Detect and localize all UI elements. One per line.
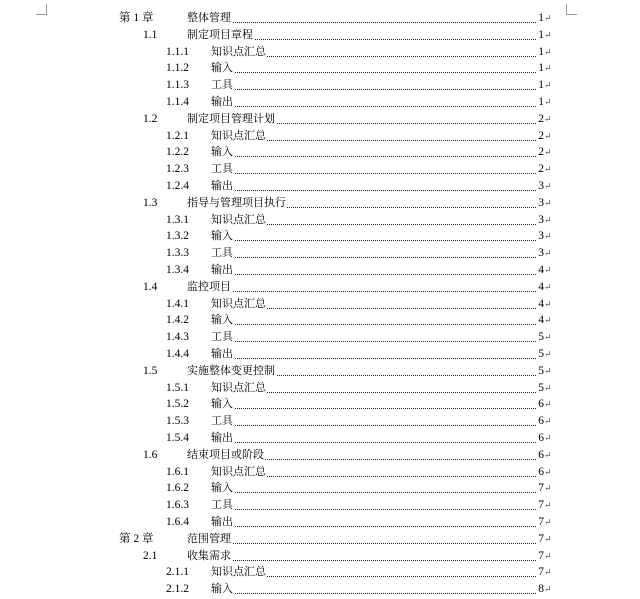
toc-entry-number: 2.1: [143, 549, 158, 562]
toc-page-number: 7: [538, 515, 544, 528]
toc-entry[interactable]: [0, 212, 640, 229]
paragraph-mark-icon: ↵: [544, 248, 552, 259]
paragraph-mark-icon: ↵: [544, 500, 552, 511]
toc-page-number: 6: [538, 448, 544, 461]
toc-dot-leader: [211, 480, 536, 493]
toc-entry[interactable]: [0, 548, 640, 565]
toc-dot-leader: [187, 10, 536, 23]
paragraph-mark-icon: ↵: [544, 46, 552, 57]
toc-page-number: 1: [538, 28, 544, 41]
toc-dot-leader: [211, 430, 536, 443]
paragraph-mark-icon: ↵: [544, 416, 552, 427]
toc-page-number: 8: [538, 583, 544, 596]
toc-entry[interactable]: [0, 464, 640, 481]
toc-entry[interactable]: [0, 27, 640, 44]
toc-entry-title: 输入: [211, 480, 234, 497]
toc-entry-number: 1.6.4: [166, 515, 189, 528]
toc-entry-title: 知识点汇总: [211, 380, 267, 397]
toc-entry-title: 知识点汇总: [211, 44, 267, 61]
toc-page-number: 1: [538, 95, 544, 108]
toc-page-number: 4: [538, 314, 544, 327]
toc-entry-title: 工具: [211, 161, 234, 178]
toc-entry[interactable]: [0, 128, 640, 145]
paragraph-mark-icon: ↵: [544, 432, 552, 443]
toc-entry[interactable]: [0, 44, 640, 61]
paragraph-mark-icon: ↵: [544, 113, 552, 124]
toc-entry-title: 输入: [211, 396, 234, 413]
toc-page-number: 6: [538, 415, 544, 428]
toc-entry-number: 1.4.4: [166, 347, 189, 360]
paragraph-mark-icon: ↵: [544, 483, 552, 494]
toc-dot-leader: [211, 60, 536, 73]
paragraph-mark-icon: ↵: [544, 584, 552, 595]
toc-entry-title: 范围管理: [187, 531, 232, 548]
toc-page-number: 1: [538, 79, 544, 92]
paragraph-mark-icon: ↵: [544, 550, 552, 561]
paragraph-mark-icon: ↵: [544, 13, 552, 23]
toc-entry-number: 1.6.1: [166, 465, 189, 478]
toc-entry-title: 整体管理: [187, 10, 232, 27]
toc-page-number: 7: [538, 532, 544, 545]
paragraph-mark-icon: ↵: [544, 231, 552, 242]
toc-entry-title: 输出: [211, 94, 234, 111]
toc-page-number: 6: [538, 431, 544, 444]
toc-entry-title: 输出: [211, 430, 234, 447]
toc-entry-title: 收集需求: [187, 548, 232, 565]
paragraph-mark-icon: ↵: [544, 466, 552, 477]
paragraph-mark-icon: ↵: [544, 298, 552, 309]
toc-entry-title: 知识点汇总: [211, 564, 267, 581]
paragraph-mark-icon: ↵: [544, 399, 552, 410]
toc-entry-title: 知识点汇总: [211, 464, 267, 481]
toc-entry[interactable]: [0, 245, 640, 262]
toc-page-number: 5: [538, 381, 544, 394]
toc-entry-number: 1.6: [143, 448, 158, 461]
toc-entry-number: 1.3.3: [166, 247, 189, 260]
toc-entry[interactable]: [0, 514, 640, 531]
toc-entry-number: 1.5.4: [166, 431, 189, 444]
toc-dot-leader: [211, 312, 536, 325]
toc-entry-title: 输出: [211, 514, 234, 531]
paragraph-mark-icon: ↵: [544, 348, 552, 359]
toc-entry-number: 1.2: [143, 112, 158, 125]
toc-entry-number: 1.1.3: [166, 79, 189, 92]
toc-entry[interactable]: [0, 312, 640, 329]
toc-page-number: 1: [538, 45, 544, 58]
toc-entry[interactable]: [0, 228, 640, 245]
toc-entry-number: 1.4.3: [166, 331, 189, 344]
toc-entry-number: 2.1.2: [166, 583, 189, 596]
toc-entry-number: 1.5.3: [166, 415, 189, 428]
toc-entry-number: 1.5: [143, 364, 158, 377]
toc-dot-leader: [211, 514, 536, 527]
toc-entry[interactable]: [0, 279, 640, 296]
toc-entry[interactable]: [0, 564, 640, 581]
toc-dot-leader: [211, 329, 536, 342]
toc-entry-number: 1.3: [143, 196, 158, 209]
toc-entry-number: 1.4: [143, 280, 158, 293]
toc-page-number: 7: [538, 499, 544, 512]
toc-entry-title: 输入: [211, 144, 234, 161]
toc-page-number: 7: [538, 566, 544, 579]
toc-entry[interactable]: [0, 531, 640, 548]
toc-entry-title: 制定项目章程: [187, 27, 254, 44]
paragraph-mark-icon: ↵: [544, 164, 552, 175]
paragraph-mark-icon: ↵: [544, 147, 552, 158]
toc-page-number: 2: [538, 146, 544, 159]
toc-page-number: 3: [538, 247, 544, 260]
toc-page-number: 5: [538, 364, 544, 377]
paragraph-mark-icon: ↵: [544, 180, 552, 191]
toc-entry-number: 1.4.1: [166, 297, 189, 310]
toc-entry-title: 输入: [211, 581, 234, 598]
toc-page-number: 4: [538, 263, 544, 276]
toc-entry-title: 知识点汇总: [211, 296, 267, 313]
toc-page-number: 2: [538, 112, 544, 125]
toc-entry-title: 工具: [211, 245, 234, 262]
toc-entry-title: 工具: [211, 329, 234, 346]
toc-dot-leader: [211, 262, 536, 275]
toc-dot-leader: [211, 497, 536, 510]
toc-entry[interactable]: [0, 10, 640, 27]
toc-page-number: 3: [538, 230, 544, 243]
toc-page-number: 4: [538, 280, 544, 293]
paragraph-mark-icon: ↵: [544, 197, 552, 208]
toc-entry-title: 输入: [211, 228, 234, 245]
toc-page-number: 3: [538, 179, 544, 192]
toc-entry-title: 输出: [211, 346, 234, 363]
toc-entry-number: 1.3.1: [166, 213, 189, 226]
toc-dot-leader: [187, 279, 536, 292]
toc-page-number: 6: [538, 465, 544, 478]
toc-dot-leader: [211, 144, 536, 157]
toc-entry-title: 知识点汇总: [211, 212, 267, 229]
toc-entry[interactable]: [0, 380, 640, 397]
paragraph-mark-icon: ↵: [544, 130, 552, 141]
paragraph-mark-icon: ↵: [544, 281, 552, 292]
toc-entry-number: 1.1.1: [166, 45, 189, 58]
toc-dot-leader: [211, 346, 536, 359]
toc-entry-title: 输出: [211, 262, 234, 279]
toc-entry[interactable]: [0, 480, 640, 497]
toc-entry[interactable]: [0, 296, 640, 313]
toc-dot-leader: [187, 548, 536, 561]
toc-page-number: 6: [538, 398, 544, 411]
paragraph-mark-icon: ↵: [544, 516, 552, 527]
toc-entry-title: 工具: [211, 413, 234, 430]
toc-entry[interactable]: [0, 430, 640, 447]
toc-dot-leader: [211, 161, 536, 174]
paragraph-mark-icon: ↵: [544, 332, 552, 343]
toc-dot-leader: [211, 396, 536, 409]
toc-entry-title: 指导与管理项目执行: [187, 195, 287, 212]
toc-entry-title: 实施整体变更控制: [187, 363, 276, 380]
toc-entry-title: 监控项目: [187, 279, 232, 296]
toc-page-number: 2: [538, 129, 544, 142]
toc-entry-title: 工具: [211, 77, 234, 94]
toc-entry[interactable]: [0, 413, 640, 430]
table-of-contents: [0, 10, 640, 598]
toc-page-number: 3: [538, 196, 544, 209]
toc-entry-number: 1.6.2: [166, 482, 189, 495]
toc-page-number: 7: [538, 482, 544, 495]
paragraph-mark-icon: ↵: [544, 80, 552, 91]
toc-entry-number: 2.1.1: [166, 566, 189, 579]
toc-page-number: 7: [538, 549, 544, 562]
toc-entry[interactable]: [0, 363, 640, 380]
toc-entry-number: 第 1 章: [119, 12, 154, 24]
toc-entry[interactable]: [0, 329, 640, 346]
toc-dot-leader: [211, 581, 536, 594]
toc-entry-number: 第 2 章: [119, 532, 154, 545]
toc-page-number: 2: [538, 163, 544, 176]
toc-entry[interactable]: [0, 161, 640, 178]
toc-entry[interactable]: [0, 94, 640, 111]
toc-entry[interactable]: [0, 60, 640, 77]
toc-entry-title: 输入: [211, 60, 234, 77]
toc-dot-leader: [211, 77, 536, 90]
toc-dot-leader: [187, 531, 536, 544]
toc-entry-number: 1.2.4: [166, 179, 189, 192]
toc-dot-leader: [211, 245, 536, 258]
toc-entry-number: 1.2.2: [166, 146, 189, 159]
toc-entry[interactable]: [0, 262, 640, 279]
paragraph-mark-icon: ↵: [544, 567, 552, 578]
toc-entry[interactable]: [0, 581, 640, 598]
toc-entry-number: 1.5.2: [166, 398, 189, 411]
paragraph-mark-icon: ↵: [544, 382, 552, 393]
paragraph-mark-icon: ↵: [544, 63, 552, 74]
toc-entry[interactable]: [0, 396, 640, 413]
toc-entry-title: 输入: [211, 312, 234, 329]
toc-entry-number: 1.1.2: [166, 62, 189, 75]
toc-entry-number: 1.3.4: [166, 263, 189, 276]
paragraph-mark-icon: ↵: [544, 315, 552, 326]
toc-page-number: 1: [538, 12, 544, 24]
toc-entry-number: 1.4.2: [166, 314, 189, 327]
toc-entry-number: 1.1: [143, 28, 158, 41]
toc-entry[interactable]: [0, 178, 640, 195]
toc-entry[interactable]: [0, 195, 640, 212]
toc-entry[interactable]: [0, 111, 640, 128]
paragraph-mark-icon: ↵: [544, 264, 552, 275]
toc-entry[interactable]: [0, 497, 640, 514]
toc-entry[interactable]: [0, 346, 640, 363]
toc-page-number: 5: [538, 331, 544, 344]
toc-entry-title: 结束项目或阶段: [187, 447, 265, 464]
toc-entry-title: 输出: [211, 178, 234, 195]
toc-page-number: 3: [538, 213, 544, 226]
paragraph-mark-icon: ↵: [544, 29, 552, 40]
paragraph-mark-icon: ↵: [544, 96, 552, 107]
toc-entry-number: 1.2.3: [166, 163, 189, 176]
toc-page-number: 4: [538, 297, 544, 310]
toc-entry[interactable]: [0, 144, 640, 161]
toc-entry-number: 1.5.1: [166, 381, 189, 394]
paragraph-mark-icon: ↵: [544, 449, 552, 460]
toc-entry[interactable]: [0, 77, 640, 94]
toc-page-number: 5: [538, 347, 544, 360]
toc-entry-title: 制定项目管理计划: [187, 111, 276, 128]
toc-entry-title: 知识点汇总: [211, 128, 267, 145]
toc-entry-number: 1.2.1: [166, 129, 189, 142]
paragraph-mark-icon: ↵: [544, 365, 552, 376]
paragraph-mark-icon: ↵: [544, 533, 552, 544]
paragraph-mark-icon: ↵: [544, 214, 552, 225]
toc-dot-leader: [211, 178, 536, 191]
toc-entry[interactable]: [0, 447, 640, 464]
toc-entry-number: 1.3.2: [166, 230, 189, 243]
toc-entry-title: 工具: [211, 497, 234, 514]
toc-dot-leader: [211, 228, 536, 241]
toc-entry-number: 1.6.3: [166, 499, 189, 512]
toc-entry-number: 1.1.4: [166, 95, 189, 108]
toc-dot-leader: [211, 94, 536, 107]
toc-dot-leader: [211, 413, 536, 426]
toc-page-number: 1: [538, 62, 544, 75]
